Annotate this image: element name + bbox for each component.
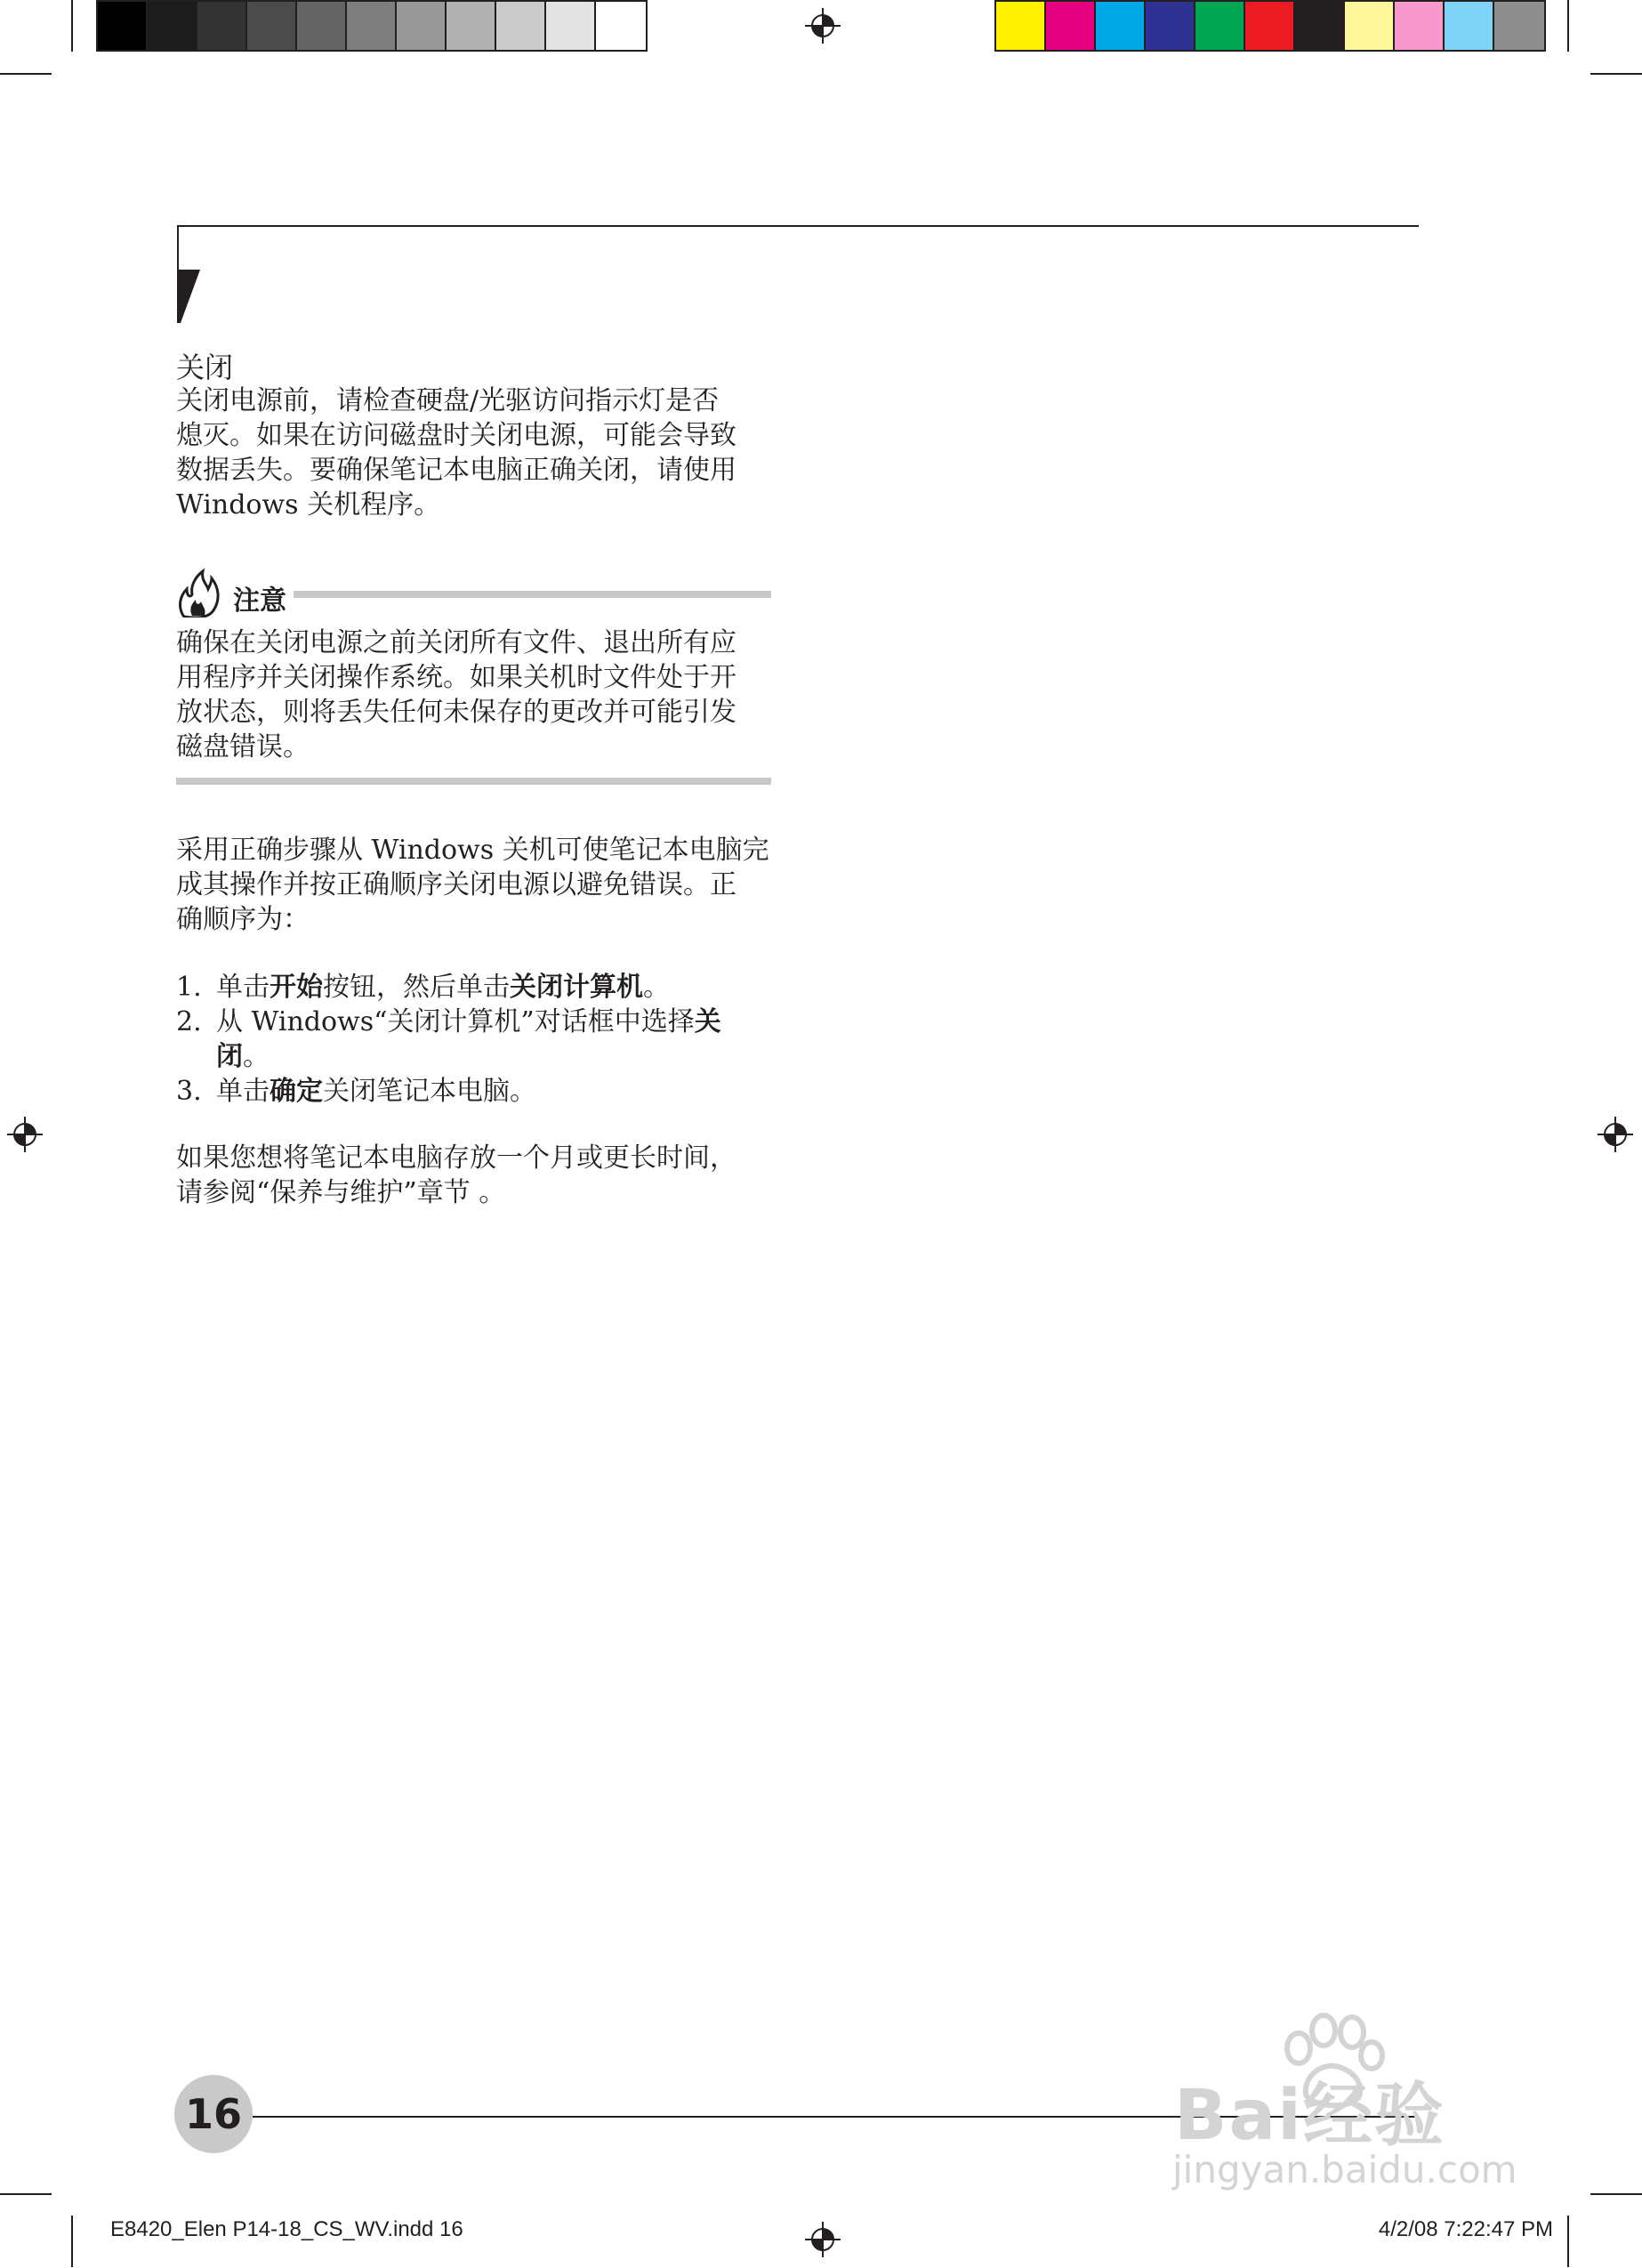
step-number: 3. bbox=[176, 1076, 202, 1107]
shutdown-option-label: 关 bbox=[694, 1006, 721, 1037]
step-text bbox=[216, 1005, 721, 1074]
color-swatch bbox=[1245, 2, 1295, 50]
caution-line: 放状态，则将丢失任何未保存的更改并可能引发 bbox=[176, 697, 736, 728]
procedure-intro-line: 确顺序为： bbox=[176, 904, 310, 935]
procedure-steps bbox=[176, 970, 781, 1109]
color-swatch bbox=[247, 2, 297, 50]
step-text-part: 关闭笔记本电脑。 bbox=[323, 1076, 536, 1107]
step-text bbox=[216, 970, 670, 1005]
page-number: 16 bbox=[174, 2075, 253, 2153]
color-swatch bbox=[1046, 2, 1096, 50]
storage-note-line: 请参阅“保养与维护”章节 。 bbox=[176, 1177, 506, 1208]
color-swatch bbox=[596, 2, 646, 50]
procedure-intro-line: 采用正确步骤从 Windows 关机可使笔记本电脑完 bbox=[176, 835, 769, 866]
intro-line: 关闭电源前，请检查硬盘/光驱访问指示灯是否 bbox=[176, 385, 720, 416]
slug-filename: E8420_Elen P14-18_CS_WV.indd 16 bbox=[110, 2217, 463, 2241]
intro-line: 数据丢失。要确保笔记本电脑正确关闭，请使用 bbox=[176, 455, 736, 486]
intro-line: 熄灭。如果在访问磁盘时关闭电源，可能会导致 bbox=[176, 420, 736, 451]
step-text-part: 。 bbox=[243, 1041, 270, 1072]
step-text bbox=[216, 1074, 536, 1109]
shutdown-option-label: 闭 bbox=[216, 1041, 243, 1072]
crop-mark bbox=[1590, 73, 1642, 75]
color-swatch bbox=[148, 2, 197, 50]
list-item bbox=[176, 1005, 781, 1074]
slug-datetime: 4/2/08 7:22:47 PM bbox=[1378, 2217, 1553, 2241]
intro-line: Windows 关机程序。 bbox=[176, 489, 441, 521]
registration-mark-right-icon bbox=[1598, 1117, 1633, 1152]
header-rule bbox=[177, 225, 1419, 227]
ok-button-label: 确定 bbox=[270, 1076, 323, 1107]
watermark-brand: Bai经验 bbox=[1174, 2076, 1445, 2156]
color-swatch bbox=[496, 2, 546, 50]
caution-bottom-rule bbox=[176, 778, 771, 785]
section-intro bbox=[176, 383, 781, 522]
step-number: 1. bbox=[176, 972, 202, 1003]
step-text-part: 从 Windows“关闭计算机”对话框中选择 bbox=[216, 1006, 695, 1037]
crop-mark bbox=[1567, 0, 1569, 52]
crop-mark bbox=[71, 0, 73, 52]
crop-mark bbox=[1567, 2216, 1569, 2267]
color-swatch bbox=[996, 2, 1046, 50]
color-swatch bbox=[397, 2, 447, 50]
crop-mark bbox=[71, 2216, 73, 2267]
color-swatch bbox=[297, 2, 347, 50]
color-swatch bbox=[1295, 2, 1345, 50]
caution-line: 确保在关闭电源之前关闭所有文件、退出所有应 bbox=[176, 627, 736, 658]
color-swatch bbox=[447, 2, 496, 50]
crop-mark bbox=[0, 2193, 52, 2195]
list-item bbox=[176, 1074, 781, 1109]
step-text-part: 。 bbox=[643, 972, 670, 1003]
watermark-url: jingyan.baidu.com bbox=[1172, 2148, 1517, 2191]
list-item bbox=[176, 970, 781, 1005]
crop-mark bbox=[1590, 2193, 1642, 2195]
grayscale-color-bar bbox=[96, 0, 648, 52]
step-text-part: 按钮，然后单击 bbox=[323, 972, 510, 1003]
color-swatch bbox=[197, 2, 247, 50]
color-swatch bbox=[1445, 2, 1494, 50]
step-text-part: 单击 bbox=[216, 972, 270, 1003]
registration-mark-top-icon bbox=[805, 8, 841, 44]
caution-title-rule bbox=[294, 591, 771, 598]
process-color-bar bbox=[994, 0, 1546, 52]
color-swatch bbox=[546, 2, 596, 50]
caution-title: 注意 bbox=[233, 585, 286, 617]
crop-mark bbox=[0, 73, 52, 75]
storage-note bbox=[176, 1141, 781, 1210]
color-swatch bbox=[1395, 2, 1445, 50]
caution-line: 用程序并关闭操作系统。如果关机时文件处于开 bbox=[176, 662, 736, 693]
procedure-intro bbox=[176, 833, 781, 937]
shutdown-computer-label: 关闭计算机 bbox=[510, 972, 643, 1003]
color-swatch bbox=[98, 2, 148, 50]
step-text-part: 单击 bbox=[216, 1076, 270, 1107]
storage-note-line: 如果您想将笔记本电脑存放一个月或更长时间， bbox=[176, 1142, 736, 1174]
fire-hand-icon bbox=[176, 568, 222, 617]
step-number: 2. bbox=[176, 1006, 202, 1037]
color-swatch bbox=[347, 2, 397, 50]
registration-mark-bottom-icon bbox=[805, 2222, 841, 2257]
caution-text bbox=[176, 626, 781, 764]
procedure-intro-line: 成其操作并按正确顺序关闭电源以避免错误。正 bbox=[176, 869, 736, 900]
section-heading: 关闭 bbox=[176, 351, 234, 384]
header-corner-flag bbox=[177, 270, 202, 323]
color-swatch bbox=[1096, 2, 1146, 50]
color-swatch bbox=[1345, 2, 1395, 50]
start-button-label: 开始 bbox=[270, 972, 323, 1003]
color-swatch bbox=[1195, 2, 1245, 50]
caution-line: 磁盘错误。 bbox=[176, 731, 310, 763]
registration-mark-left-icon bbox=[7, 1117, 43, 1152]
color-swatch bbox=[1494, 2, 1544, 50]
color-swatch bbox=[1146, 2, 1195, 50]
